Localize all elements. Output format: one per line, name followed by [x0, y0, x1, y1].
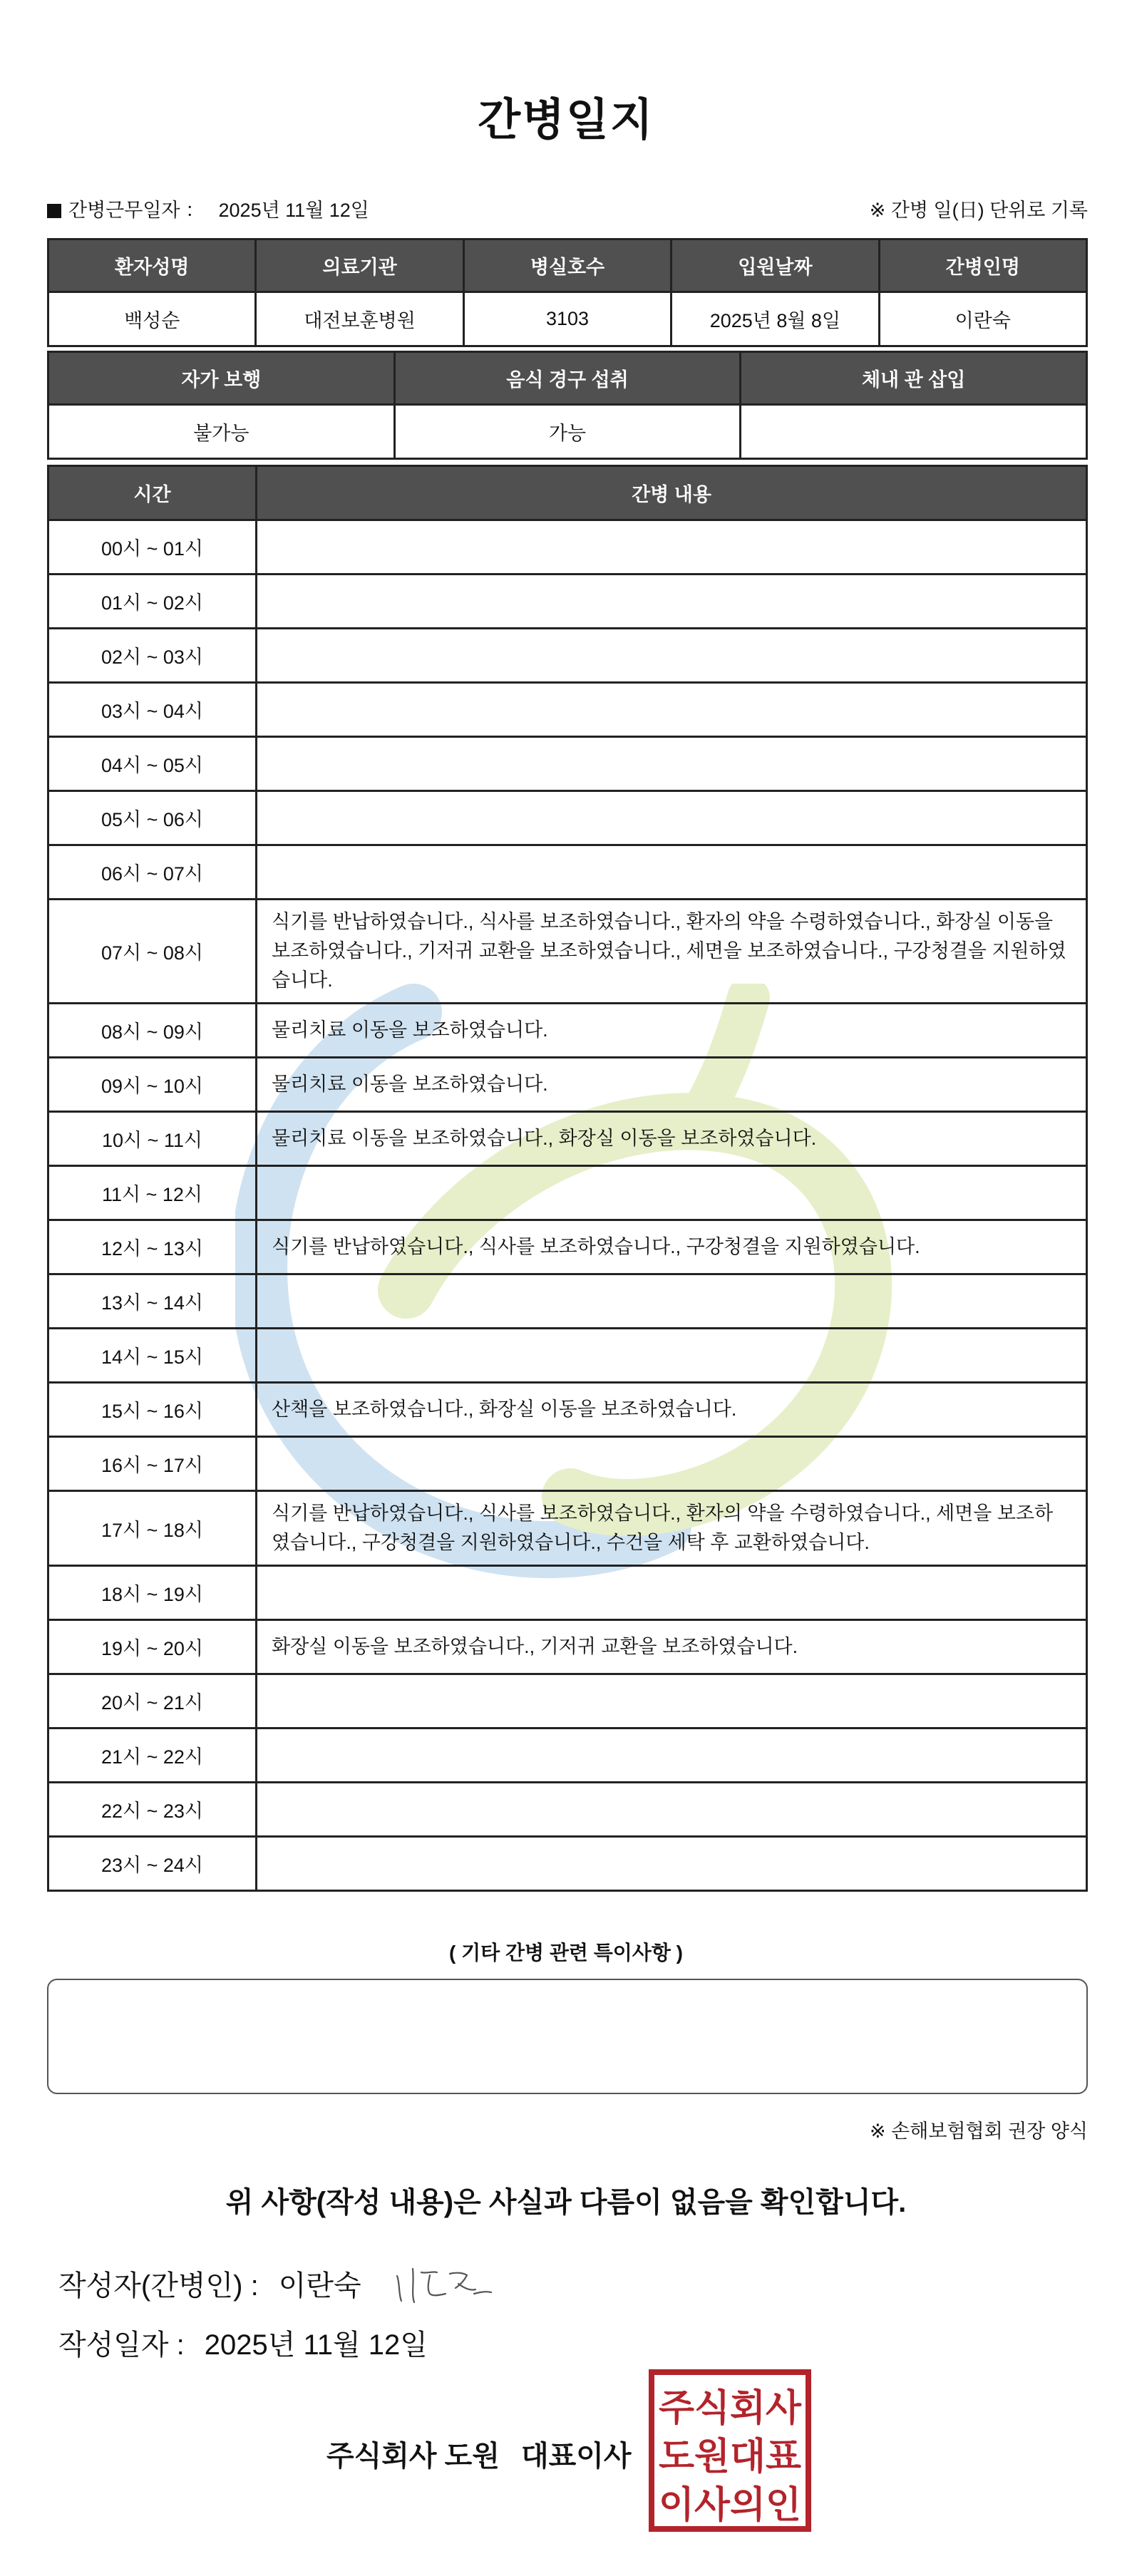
- company-name: 주식회사 도원: [326, 2441, 500, 2472]
- header-room: 병실호수: [463, 239, 671, 292]
- header-oral-intake: 음식 경구 섭취: [394, 352, 741, 405]
- care-log-row: [48, 845, 1087, 900]
- care-log-header-row: [48, 466, 1087, 520]
- written-date-value: 2025년 11월 12일: [204, 2329, 428, 2361]
- log-content: 화장실 이동을 보조하였습니다., 기저귀 교환을 보조하였습니다.: [257, 1620, 1087, 1674]
- care-log-row: [48, 1166, 1087, 1220]
- care-log-row: [48, 900, 1087, 1004]
- log-time: 09시 ~ 10시: [48, 1058, 257, 1112]
- log-content: [257, 1166, 1087, 1220]
- log-time: 19시 ~ 20시: [48, 1620, 257, 1674]
- log-content: 식기를 반납하였습니다., 식사를 보조하였습니다., 구강청결을 지원하였습니다.: [257, 1220, 1087, 1274]
- handwritten-signature-icon: [390, 2258, 497, 2308]
- log-time: 16시 ~ 17시: [48, 1437, 257, 1491]
- log-time: 20시 ~ 21시: [48, 1674, 257, 1729]
- care-log-table: [47, 465, 1088, 1892]
- svg-text:주식회사: 주식회사: [659, 2387, 802, 2430]
- log-time: 17시 ~ 18시: [48, 1491, 257, 1566]
- log-content: 물리치료 이동을 보조하였습니다.: [257, 1058, 1087, 1112]
- log-time: 22시 ~ 23시: [48, 1783, 257, 1837]
- care-log-row: [48, 1437, 1087, 1491]
- caregiver-name: 이란숙: [879, 292, 1086, 346]
- writer-name: 이란숙: [278, 2270, 361, 2302]
- log-content: [257, 1783, 1087, 1837]
- header-hospital: 의료기관: [256, 239, 463, 292]
- care-log-row: [48, 1783, 1087, 1837]
- log-time: 05시 ~ 06시: [48, 791, 257, 845]
- log-content: [257, 575, 1087, 629]
- log-time: 10시 ~ 11시: [48, 1112, 257, 1166]
- log-content: [257, 1274, 1087, 1329]
- log-content: [257, 791, 1087, 845]
- written-date-line: [58, 2322, 428, 2363]
- work-date-label: 간병근무일자 ：: [68, 199, 205, 221]
- log-time: 23시 ~ 24시: [48, 1837, 257, 1891]
- patient-info-header-row: [48, 239, 1087, 292]
- room-number: 3103: [463, 292, 671, 346]
- svg-text:이사의인: 이사의인: [659, 2484, 801, 2527]
- care-log-row: [48, 1674, 1087, 1729]
- care-log-row: [48, 1004, 1087, 1058]
- header-self-walking: 자가 보행: [48, 352, 395, 405]
- tube-insertion-value: [741, 405, 1087, 459]
- header-tube-insertion: 체내 관 삽입: [741, 352, 1087, 405]
- care-log-row: [48, 683, 1087, 737]
- care-log-row: [48, 1220, 1087, 1274]
- square-bullet-icon: [47, 204, 61, 218]
- log-content: 식기를 반납하였습니다., 식사를 보조하였습니다., 환자의 약을 수령하였습니다., 세면을 보조하였습니다., 구강청결을 지원하였습니다., 수건을 세탁 후 교환하였습니다.: [257, 1491, 1087, 1566]
- care-log-row: [48, 1058, 1087, 1112]
- work-date-value: 2025년 11월 12일: [218, 199, 369, 221]
- patient-status-table: [47, 351, 1088, 460]
- log-time: 15시 ~ 16시: [48, 1383, 257, 1437]
- header-time: 시간: [48, 466, 257, 520]
- log-content: [257, 1674, 1087, 1729]
- written-date-label: 작성일자 :: [58, 2329, 185, 2361]
- log-time: 06시 ~ 07시: [48, 845, 257, 900]
- oral-intake-value: 가능: [394, 405, 741, 459]
- log-content: [257, 1729, 1087, 1783]
- svg-text:도원대표: 도원대표: [659, 2436, 801, 2478]
- company-seal-icon: [649, 2369, 811, 2532]
- care-log-row: [48, 520, 1087, 575]
- log-content: [257, 845, 1087, 900]
- care-log-row: [48, 737, 1087, 791]
- log-content: [257, 1437, 1087, 1491]
- work-date: [47, 195, 369, 222]
- log-content: [257, 520, 1087, 575]
- log-content: 산책을 보조하였습니다., 화장실 이동을 보조하였습니다.: [257, 1383, 1087, 1437]
- care-log-body: [48, 520, 1087, 1891]
- log-time: 13시 ~ 14시: [48, 1274, 257, 1329]
- writer-line: [58, 2258, 497, 2308]
- log-content: [257, 737, 1087, 791]
- document-title: 간병일지: [478, 96, 654, 145]
- meta-row: [47, 194, 1088, 222]
- log-time: 00시 ~ 01시: [48, 520, 257, 575]
- notes-title: ( 기타 간병 관련 특이사항 ): [448, 1942, 684, 1964]
- care-log-row: [48, 1491, 1087, 1566]
- log-content: 물리치료 이동을 보조하였습니다., 화장실 이동을 보조하였습니다.: [257, 1112, 1087, 1166]
- patient-status-value-row: [48, 405, 1087, 459]
- log-content: [257, 1329, 1087, 1383]
- log-time: 08시 ~ 09시: [48, 1004, 257, 1058]
- log-content: 물리치료 이동을 보조하였습니다.: [257, 1004, 1087, 1058]
- patient-info-table: [47, 238, 1088, 347]
- log-content: [257, 1566, 1087, 1620]
- log-time: 14시 ~ 15시: [48, 1329, 257, 1383]
- log-content: 식기를 반납하였습니다., 식사를 보조하였습니다., 환자의 약을 수령하였습니다., 화장실 이동을 보조하였습니다., 기저귀 교환을 보조하였습니다., 세면을 보조하였습니다., 구강청결을 지원하였습니다.: [257, 900, 1087, 1004]
- hospital-name: 대전보훈병원: [256, 292, 463, 346]
- record-unit-note: ※ 간병 일(日) 단위로 기록: [869, 199, 1088, 221]
- patient-info-value-row: [48, 292, 1087, 346]
- care-log-row: [48, 1837, 1087, 1891]
- care-log-row: [48, 1729, 1087, 1783]
- form-source-note: ※ 손해보험협회 권장 양식: [870, 2121, 1088, 2142]
- care-log-row: [48, 1274, 1087, 1329]
- log-time: 03시 ~ 04시: [48, 683, 257, 737]
- header-care-content: 간병 내용: [257, 466, 1087, 520]
- log-time: 01시 ~ 02시: [48, 575, 257, 629]
- care-log-row: [48, 575, 1087, 629]
- writer-label: 작성자(간병인) :: [58, 2270, 259, 2302]
- admission-date: 2025년 8월 8일: [672, 292, 879, 346]
- self-walking-value: 불가능: [48, 405, 395, 459]
- representative-title: 대표이사: [520, 2441, 632, 2472]
- log-time: 04시 ~ 05시: [48, 737, 257, 791]
- header-caregiver: 간병인명: [879, 239, 1086, 292]
- care-log-row: [48, 1329, 1087, 1383]
- care-log-row: [48, 1112, 1087, 1166]
- log-content: [257, 683, 1087, 737]
- care-log-row: [48, 1620, 1087, 1674]
- care-log-row: [48, 791, 1087, 845]
- care-log-row: [48, 629, 1087, 683]
- header-patient-name: 환자성명: [48, 239, 256, 292]
- notes-box: [47, 1979, 1088, 2094]
- company-signature: [326, 2433, 632, 2474]
- patient-status-header-row: [48, 352, 1087, 405]
- log-content: [257, 629, 1087, 683]
- care-log-row: [48, 1566, 1087, 1620]
- log-content: [257, 1837, 1087, 1891]
- header-admission-date: 입원날짜: [672, 239, 879, 292]
- patient-name: 백성순: [48, 292, 256, 346]
- log-time: 12시 ~ 13시: [48, 1220, 257, 1274]
- confirmation-statement: 위 사항(작성 내용)은 사실과 다름이 없음을 확인합니다.: [225, 2187, 907, 2218]
- log-time: 21시 ~ 22시: [48, 1729, 257, 1783]
- log-time: 02시 ~ 03시: [48, 629, 257, 683]
- care-log-row: [48, 1383, 1087, 1437]
- log-time: 11시 ~ 12시: [48, 1166, 257, 1220]
- log-time: 07시 ~ 08시: [48, 900, 257, 1004]
- log-time: 18시 ~ 19시: [48, 1566, 257, 1620]
